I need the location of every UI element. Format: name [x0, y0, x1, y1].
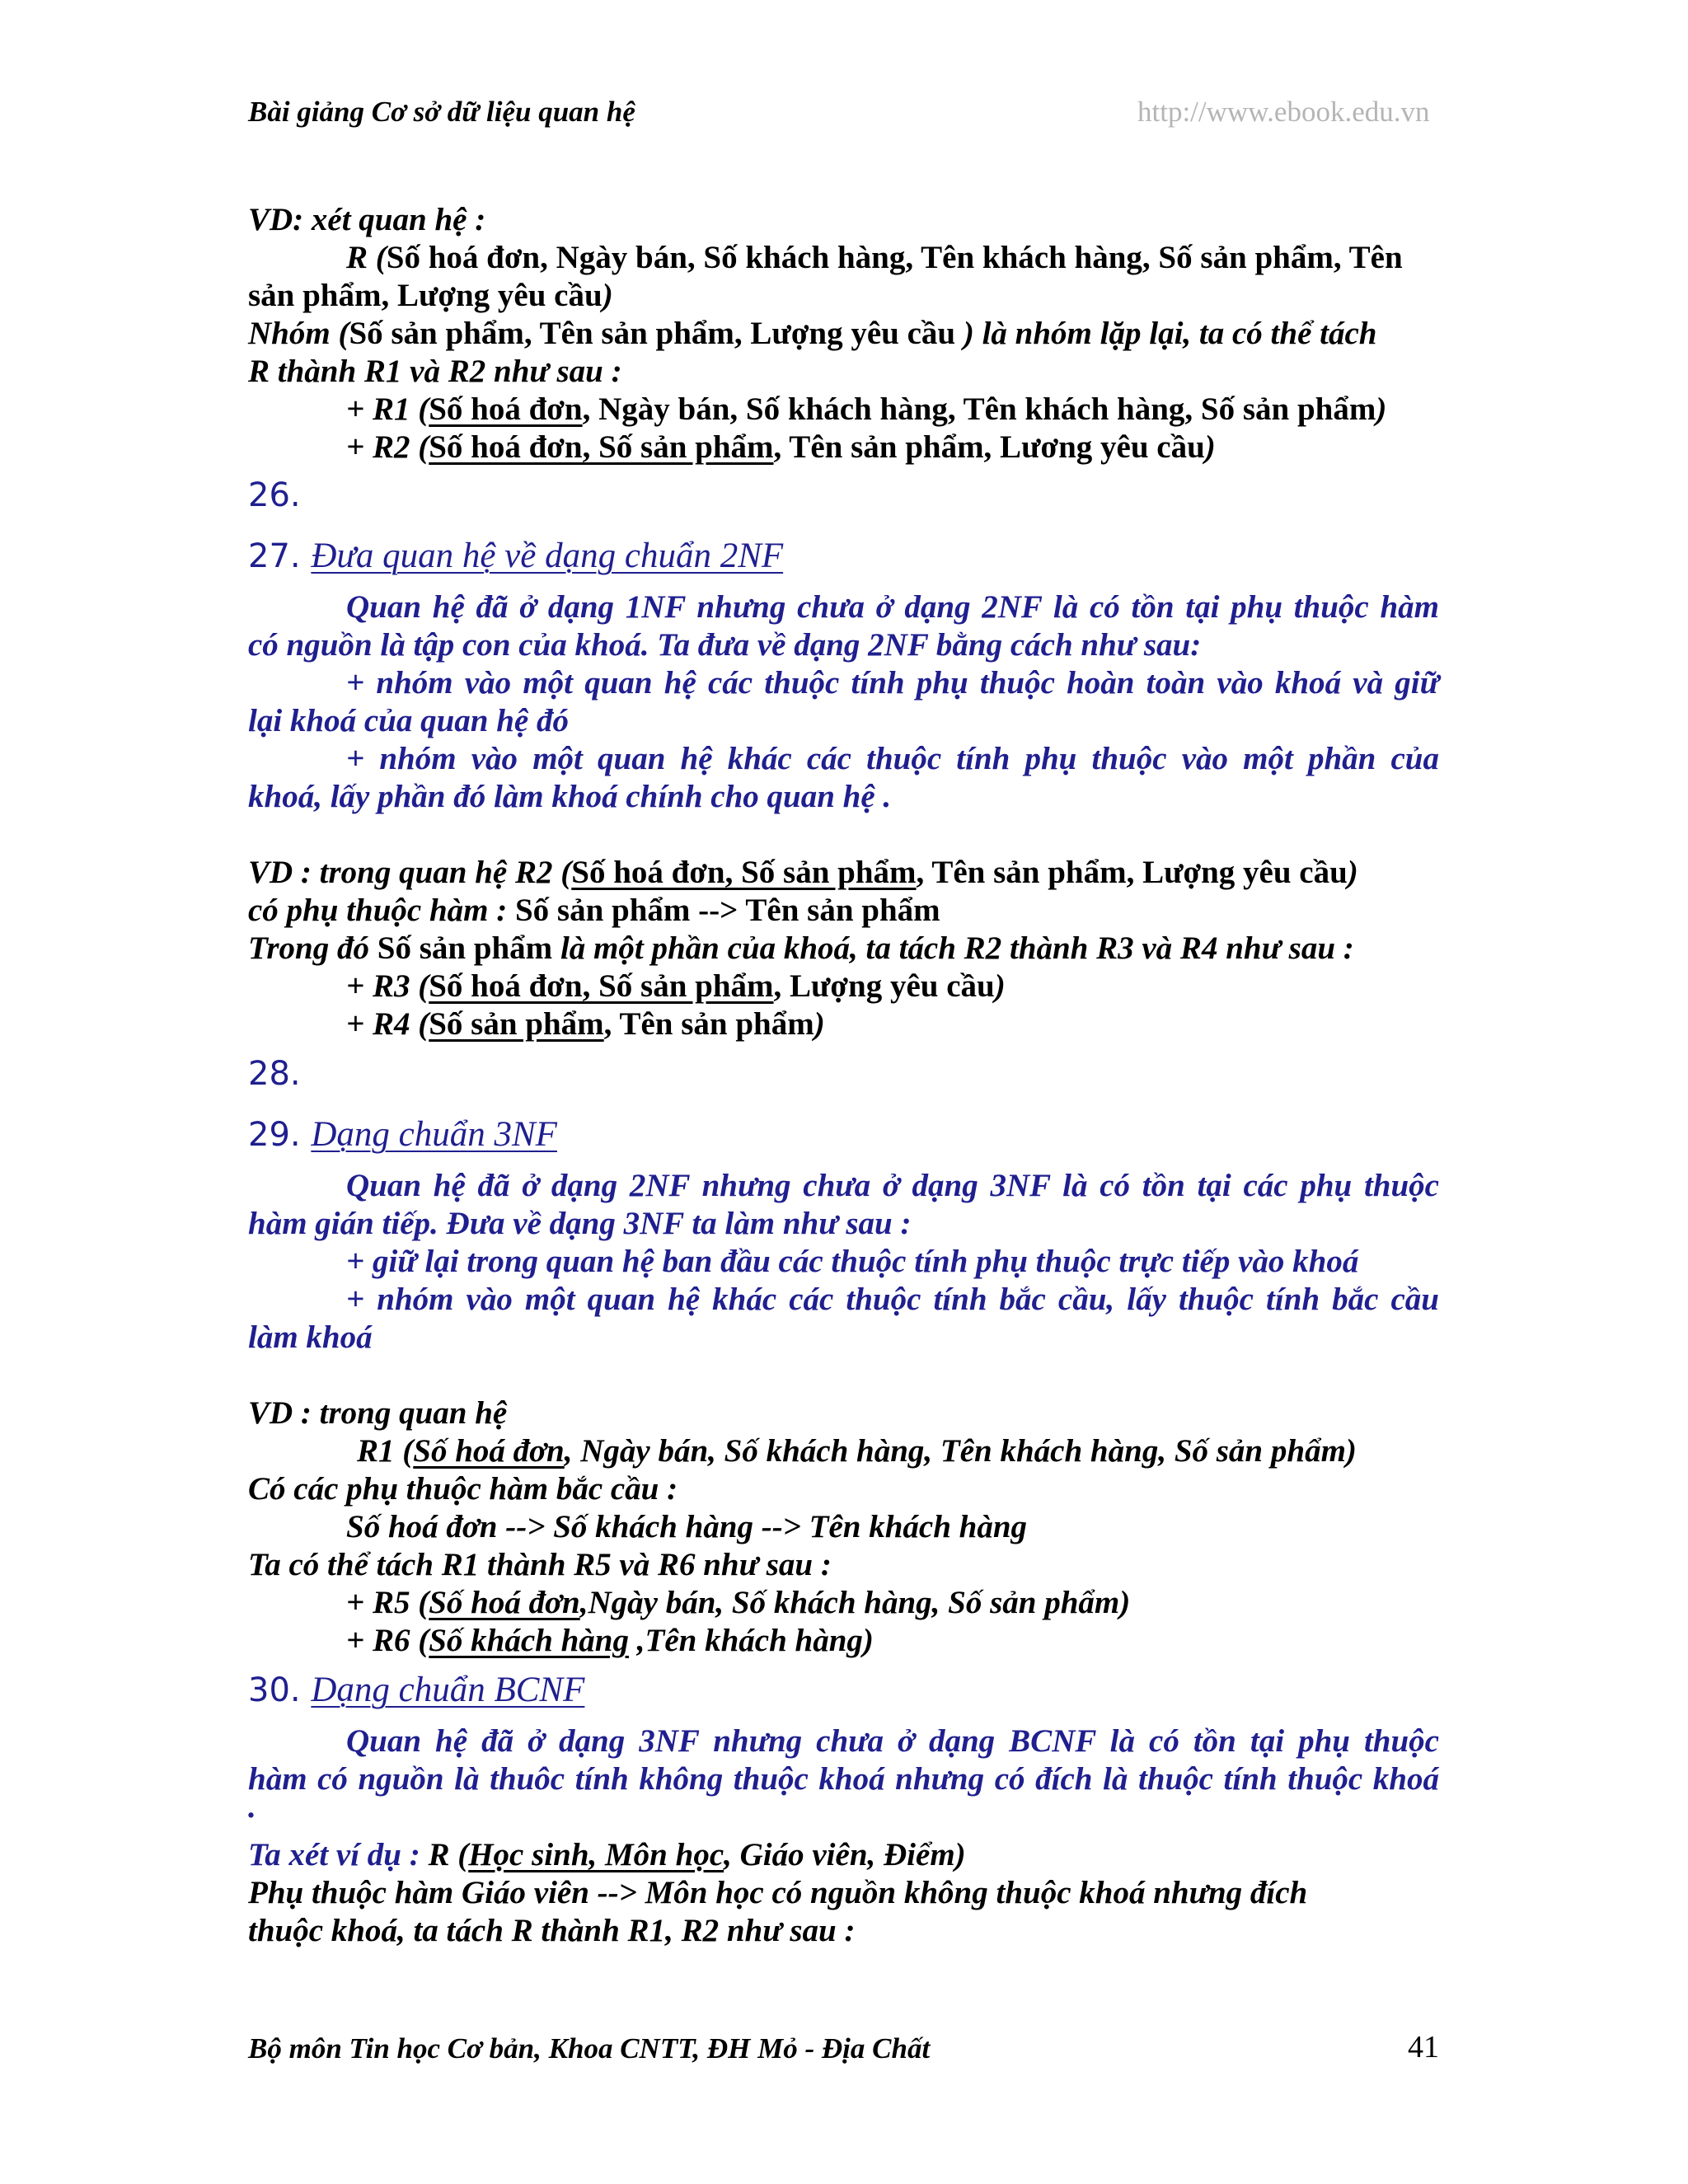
ex2-line-4: + R3 (Số hoá đơn, Số sản phẩm, Lượng yêu cầu) [346, 968, 1006, 1004]
sec27-para1-line2: có nguồn là tập con của khoá. Ta đưa về dạng 2NF bằng cách như sau: [248, 627, 1202, 663]
sec29-para2: + giữ lại trong quan hệ ban đầu các thuộc tính phụ thuộc trực tiếp vào khoá [346, 1244, 1359, 1279]
sec27-para3-line1: + nhóm vào một quan hệ khác các thuộc tính phụ thuộc vào một phần của [346, 741, 1439, 776]
sec27-para1-line1: Quan hệ đã ở dạng 1NF nhưng chưa ở dạng 2NF là có tồn tại phụ thuộc hàm [346, 589, 1439, 625]
ex3-line-7: + R6 (Số khách hàng ,Tên khách hàng) [346, 1623, 874, 1658]
section-27-heading: 27. Đưa quan hệ về dạng chuẩn 2NF [248, 537, 784, 575]
ex2-line-5: + R4 (Số sản phẩm, Tên sản phẩm) [346, 1006, 825, 1042]
ex4-line-1: Ta xét ví dụ : R (Học sinh, Môn học, Giáo viên, Điểm) [248, 1837, 966, 1872]
ex3-line-5: Ta có thể tách R1 thành R5 và R6 như sau : [248, 1547, 832, 1582]
sec30-para1-line2: hàm có nguồn là thuôc tính không thuộc khoá nhưng có đích là thuộc tính thuộc khoá [248, 1761, 1439, 1797]
ex3-line-6: + R5 (Số hoá đơn,Ngày bán, Số khách hàng, Số sản phẩm) [346, 1585, 1131, 1620]
sec30-para1-line3: . [248, 1789, 256, 1825]
header-url[interactable]: http://www.ebook.edu.vn [1137, 96, 1430, 128]
sec29-para3-line2: làm khoá [248, 1319, 373, 1355]
sec30-para1-line1: Quan hệ đã ở dạng 3NF nhưng chưa ở dạng BCNF là có tồn tại phụ thuộc [346, 1723, 1439, 1759]
ex3-line-3: Có các phụ thuộc hàm bắc cầu : [248, 1471, 678, 1507]
ex3-line-2: R1 (Số hoá đơn, Ngày bán, Số khách hàng, Tên khách hàng, Số sản phẩm) [357, 1433, 1357, 1469]
ex3-line-4: Số hoá đơn --> Số khách hàng --> Tên khách hàng [346, 1509, 1028, 1544]
sec27-para2-line1: + nhóm vào một quan hệ các thuộc tính phụ thuộc hoàn toàn vào khoá và giữ [346, 665, 1439, 701]
section-29-heading: 29. Dạng chuẩn 3NF [248, 1115, 557, 1154]
header-title: Bài giảng Cơ sở dữ liệu quan hệ [248, 96, 635, 128]
sec29-para1-line1: Quan hệ đã ở dạng 2NF nhưng chưa ở dạng 3NF là có tồn tại các phụ thuộc [346, 1168, 1439, 1203]
ex2-line-1: VD : trong quan hệ R2 (Số hoá đơn, Số sản phẩm, Tên sản phẩm, Lượng yêu cầu) [248, 855, 1358, 890]
ex1-line-5: R thành R1 và R2 như sau : [248, 354, 622, 389]
ex1-line-1: VD: xét quan hệ : [248, 202, 486, 237]
ex4-line-2: Phụ thuộc hàm Giáo viên --> Môn học có nguồn không thuộc khoá nhưng đích [248, 1875, 1308, 1910]
ex2-line-3: Trong đó Số sản phẩm là một phần của khoá, ta tách R2 thành R3 và R4 như sau : [248, 930, 1354, 966]
footer-text: Bộ môn Tin học Cơ bản, Khoa CNTT, ĐH Mỏ - Địa Chất [248, 2032, 931, 2064]
sec29-para3-line1: + nhóm vào một quan hệ khác các thuộc tính bắc cầu, lấy thuộc tính bắc cầu [346, 1282, 1439, 1317]
ex1-line-2: R (Số hoá đơn, Ngày bán, Số khách hàng, Tên khách hàng, Số sản phẩm, Tên [346, 240, 1403, 275]
ex4-line-3: thuộc khoá, ta tách R thành R1, R2 như sau : [248, 1913, 856, 1948]
sec29-para1-line2: hàm gián tiếp. Đưa về dạng 3NF ta làm như sau : [248, 1206, 912, 1241]
section-30-heading: 30. Dạng chuẩn BCNF [248, 1671, 585, 1709]
sec27-para3-line2: khoá, lấy phần đó làm khoá chính cho quan hệ . [248, 779, 892, 814]
ex1-line-3: sản phẩm, Lượng yêu cầu) [248, 278, 613, 313]
ex1-line-4: Nhóm (Số sản phẩm, Tên sản phẩm, Lượng yêu cầu ) là nhóm lặp lại, ta có thể tách [248, 316, 1377, 351]
page-number: 41 [1408, 2030, 1439, 2064]
ex1-line-7: + R2 (Số hoá đơn, Số sản phẩm, Tên sản phẩm, Lương yêu cầu) [346, 429, 1216, 465]
item-28: 28. [248, 1055, 301, 1093]
item-26: 26. [248, 476, 301, 514]
ex2-line-2: có phụ thuộc hàm : Số sản phẩm --> Tên sản phẩm [248, 893, 940, 928]
ex1-line-6: + R1 (Số hoá đơn, Ngày bán, Số khách hàng, Tên khách hàng, Số sản phẩm) [346, 391, 1387, 427]
sec27-para2-line2: lại khoá của quan hệ đó [248, 703, 569, 738]
ex3-line-1: VD : trong quan hệ [248, 1395, 508, 1431]
